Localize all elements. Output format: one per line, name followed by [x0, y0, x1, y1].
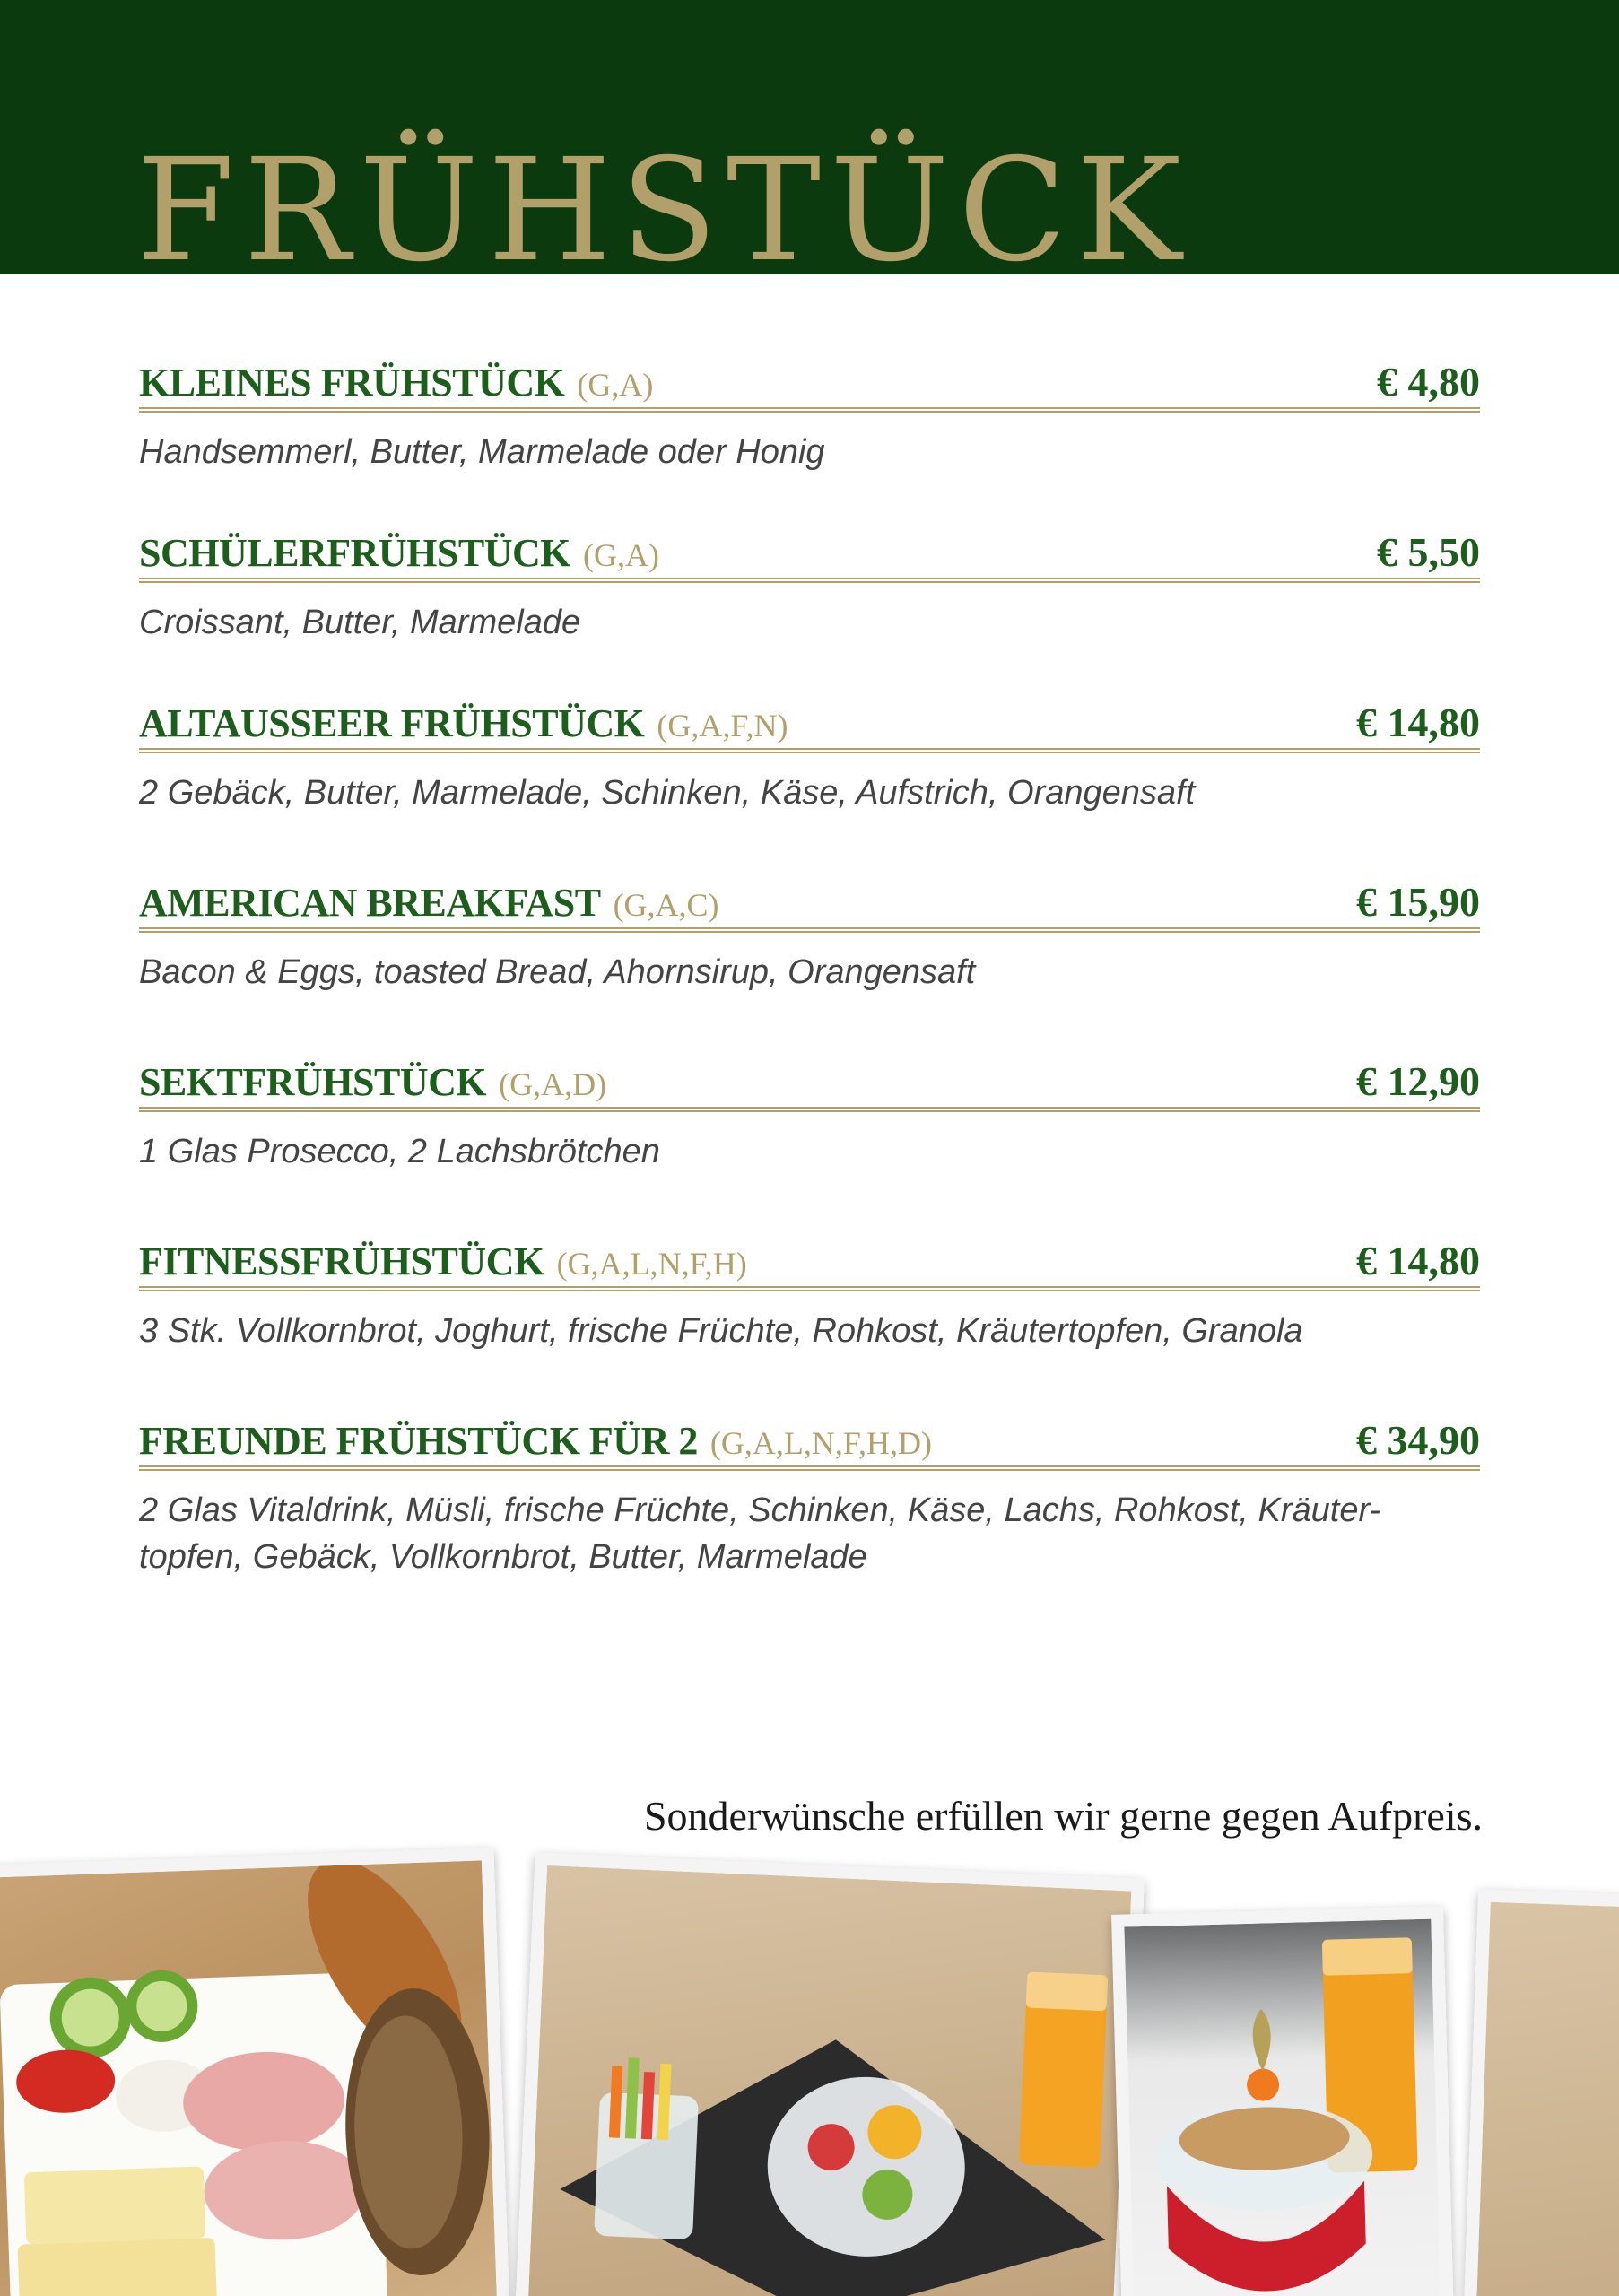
- menu-item-allergens: (G,A,F,N): [657, 708, 788, 744]
- menu-item-description: 2 Gebäck, Butter, Marmelade, Schinken, Käse, Aufstrich, Orangensaft: [139, 774, 1196, 812]
- photo-fitness-breakfast: [515, 1852, 1145, 2296]
- photo-muesli-glass: [1111, 1906, 1454, 2296]
- menu-item-name: FREUNDE FRÜHSTÜCK FÜR 2 (G,A,L,N,F,H,D): [139, 1419, 932, 1463]
- menu-item: [139, 700, 1480, 816]
- divider: [139, 748, 1480, 753]
- menu-item: [139, 1417, 1480, 1580]
- menu-item-allergens: (G,A,D): [499, 1066, 607, 1102]
- divider: [139, 407, 1480, 413]
- menu-item-allergens: (G,A): [582, 537, 659, 573]
- menu-item-name: ALTAUSSEER FRÜHSTÜCK (G,A,F,N): [139, 701, 788, 745]
- menu-item-price: € 34,90: [1356, 1417, 1480, 1463]
- menu-item-price: € 14,80: [1356, 1238, 1480, 1283]
- menu-item: [139, 1058, 1480, 1175]
- menu-item-description: 2 Glas Vitaldrink, Müsli, frische Früchte, Schinken, Käse, Lachs, Rohkost, Kräuter-topfen, Gebäck, Vollkornbrot, Butter, Marmelade: [139, 1492, 1381, 1576]
- menu-item-header: [139, 700, 1480, 753]
- menu-item-name: AMERICAN BREAKFAST (G,A,C): [139, 881, 719, 925]
- menu-item: [139, 879, 1480, 996]
- menu-item-description: Croissant, Butter, Marmelade: [139, 604, 581, 641]
- menu-item-allergens: (G,A): [577, 367, 654, 403]
- muesli-illustration: [1124, 1919, 1441, 2296]
- divider: [139, 1286, 1480, 1292]
- page-title: FRÜHSTÜCK: [136, 128, 1191, 293]
- menu-item-header: [139, 1058, 1480, 1112]
- menu-item: [139, 359, 1480, 475]
- menu-item-header: [139, 529, 1480, 583]
- header-band: [0, 0, 1619, 293]
- menu-item: [139, 1238, 1480, 1354]
- menu-item-name: KLEINES FRÜHSTÜCK (G,A): [139, 361, 654, 404]
- menu-item-header: [139, 879, 1480, 933]
- divider: [139, 578, 1480, 583]
- menu-item-price: € 12,90: [1356, 1058, 1480, 1104]
- divider: [139, 1465, 1480, 1471]
- platter-illustration: [0, 1860, 498, 2296]
- menu-item-header: [139, 359, 1480, 413]
- menu-item-header: [139, 1238, 1480, 1292]
- photo-strip: [0, 1839, 1619, 2296]
- menu-item-description: Handsemmerl, Butter, Marmelade oder Honig: [139, 433, 825, 471]
- menu-item-price: € 5,50: [1377, 529, 1480, 575]
- menu-item: [139, 529, 1480, 646]
- menu-item-allergens: (G,A,L,N,F,H): [556, 1246, 747, 1282]
- divider: [139, 927, 1480, 933]
- menu-item-price: € 14,80: [1356, 700, 1480, 745]
- menu-item-price: € 4,80: [1377, 359, 1480, 404]
- menu-item-name: SCHÜLERFRÜHSTÜCK (G,A): [139, 531, 659, 575]
- menu-item-price: € 15,90: [1356, 879, 1480, 925]
- menu-item-description: Bacon & Eggs, toasted Bread, Ahornsirup, Orangensaft: [139, 953, 976, 991]
- menu-item-allergens: (G,A,L,N,F,H,D): [709, 1425, 932, 1461]
- photo-cold-platter: [0, 1848, 510, 2296]
- menu-item-description: 1 Glas Prosecco, 2 Lachsbrötchen: [139, 1133, 660, 1170]
- menu-item-name: SEKTFRÜHSTÜCK (G,A,D): [139, 1060, 607, 1104]
- menu-item-header: [139, 1417, 1480, 1471]
- menu-item-allergens: (G,A,C): [613, 887, 719, 923]
- fitness-illustration: [528, 1866, 1132, 2296]
- menu-item-name: FITNESSFRÜHSTÜCK (G,A,L,N,F,H): [139, 1239, 747, 1283]
- footer-note: Sonderwünsche erfüllen wir gerne gegen Aufpreis.: [643, 1793, 1483, 1839]
- divider: [139, 1107, 1480, 1112]
- menu-item-description: 3 Stk. Vollkornbrot, Joghurt, frische Früchte, Rohkost, Kräutertopfen, Granola: [139, 1312, 1303, 1350]
- photo-partial: [1464, 1889, 1619, 2296]
